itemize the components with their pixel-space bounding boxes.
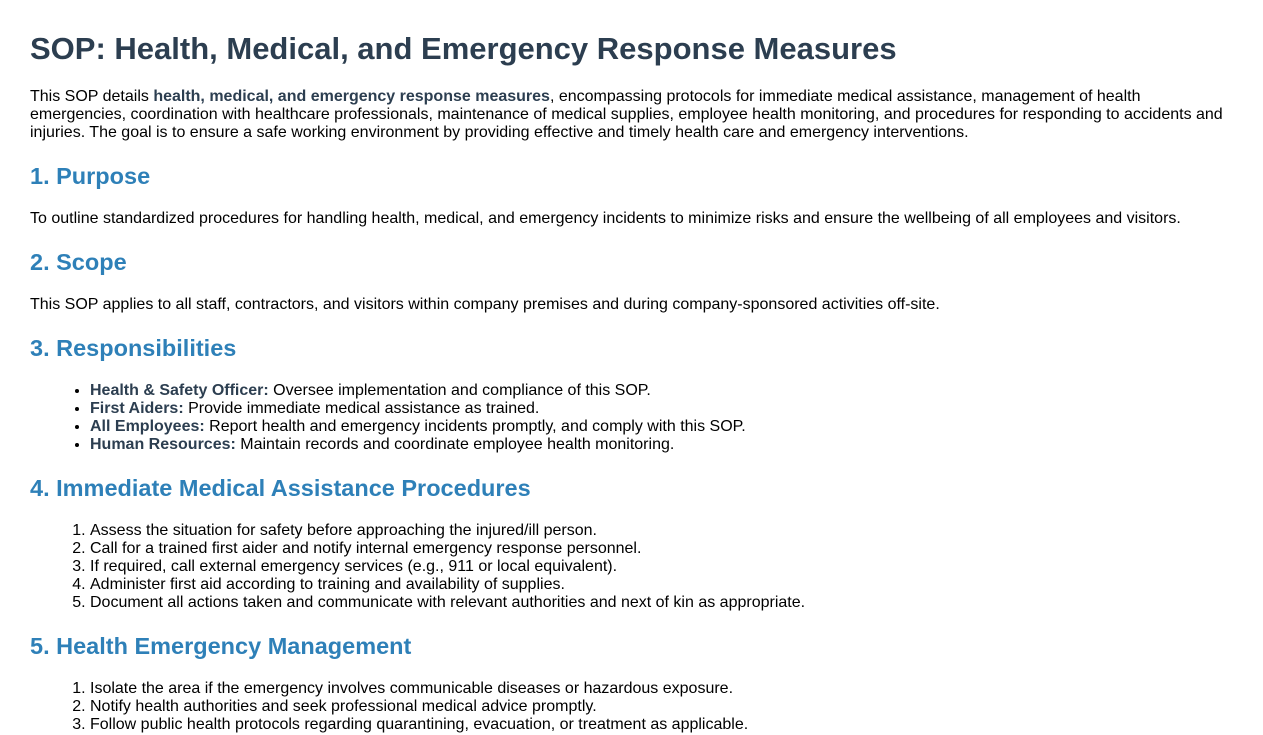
health-emergency-steps	[30, 680, 748, 734]
responsibilities-list	[30, 382, 746, 454]
medical-assistance-heading: 4. Immediate Medical Assistance Procedures	[30, 475, 531, 501]
procedure-step: 5. Document all actions taken and communicate with relevant authorities and next of kin as appropriate.	[90, 594, 805, 612]
intro-paragraph	[30, 88, 1235, 142]
responsibility-item	[90, 436, 746, 454]
procedure-step: 2. Notify health authorities and seek professional medical advice promptly.	[90, 698, 748, 716]
responsibility-text: Maintain records and coordinate employee health monitoring.	[235, 436, 675, 453]
intro-prefix: This SOP details	[30, 88, 154, 105]
responsibility-text: Provide immediate medical assistance as trained.	[183, 400, 540, 417]
responsibility-text: Report health and emergency incidents promptly, and comply with this SOP.	[204, 418, 746, 435]
procedure-step: 4. Administer first aid according to training and availability of supplies.	[90, 576, 805, 594]
procedure-step: 1. Assess the situation for safety before approaching the injured/ill person.	[90, 522, 805, 540]
purpose-text: To outline standardized procedures for handling health, medical, and emergency incidents to minimize risks and ensure the wellbeing of all employees and visitors.	[30, 210, 1181, 227]
purpose-heading: 1. Purpose	[30, 163, 151, 189]
medical-assistance-steps	[30, 522, 805, 612]
responsibility-item	[90, 400, 746, 418]
responsibility-item	[90, 382, 746, 400]
intro-emphasis: health, medical, and emergency response measures	[153, 88, 550, 105]
health-emergency-heading: 5. Health Emergency Management	[30, 633, 412, 659]
responsibility-role: First Aiders:	[90, 400, 184, 417]
procedure-step: 3. If required, call external emergency services (e.g., 911 or local equivalent).	[90, 558, 805, 576]
responsibility-item	[90, 418, 746, 436]
scope-text: This SOP applies to all staff, contractors, and visitors within company premises and during company-sponsored activities off-site.	[30, 296, 940, 313]
procedure-step: 3. Follow public health protocols regarding quarantining, evacuation, or treatment as applicable.	[90, 716, 748, 734]
responsibility-text: Oversee implementation and compliance of this SOP.	[268, 382, 651, 399]
responsibility-role: Health & Safety Officer:	[90, 382, 269, 399]
procedure-step: 2. Call for a trained first aider and notify internal emergency response personnel.	[90, 540, 805, 558]
responsibility-role: Human Resources:	[90, 436, 236, 453]
intro-suffix: , encompassing protocols for immediate medical assistance, management of health emergencies, coordination with healthcare professionals, maintenance of medical supplies, employee health monitoring, and procedures for responding to accidents and injuries. The goal is to ensure a safe working environment by providing effective and timely health care and emergency interventions.	[30, 88, 1223, 141]
responsibility-role: All Employees:	[90, 418, 205, 435]
page-title: SOP: Health, Medical, and Emergency Response Measures	[30, 31, 897, 66]
scope-heading: 2. Scope	[30, 249, 127, 275]
responsibilities-heading: 3. Responsibilities	[30, 335, 237, 361]
procedure-step: 1. Isolate the area if the emergency involves communicable diseases or hazardous exposure.	[90, 680, 748, 698]
